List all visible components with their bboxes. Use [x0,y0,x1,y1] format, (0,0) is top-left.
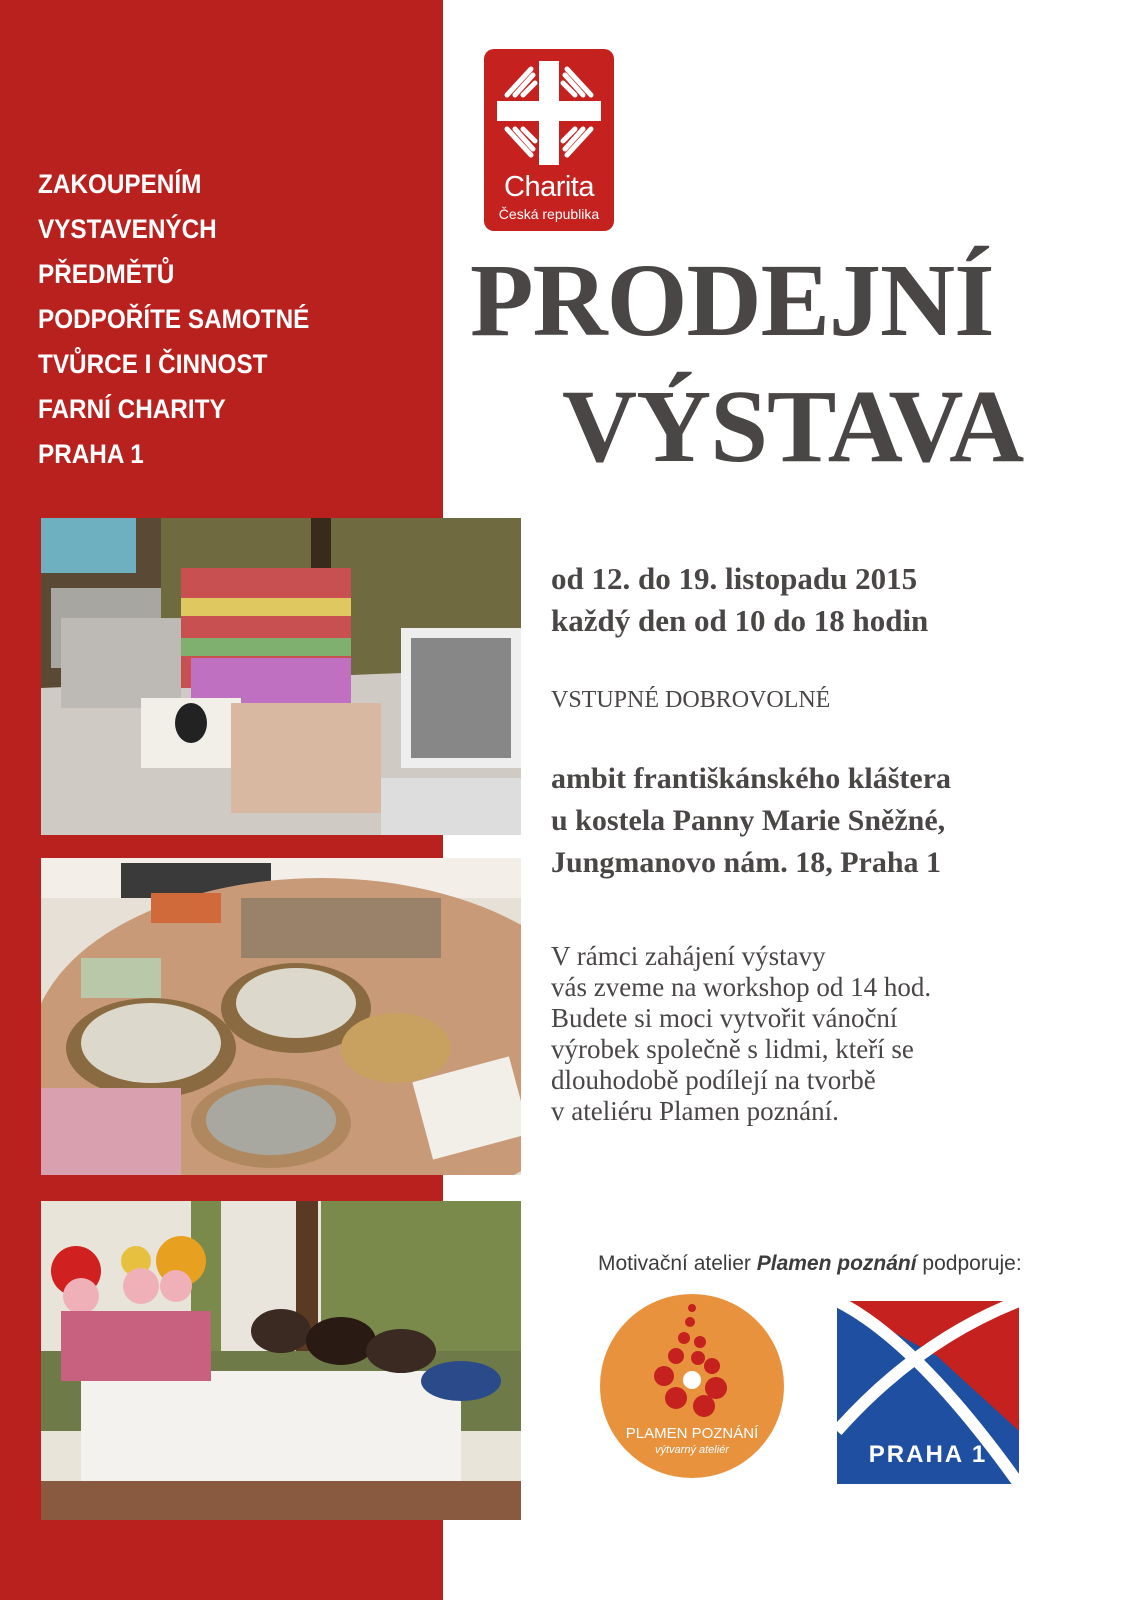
support-message [38,162,380,477]
support-line: TVŮRCE I ČINNOST [38,349,268,379]
info-line: Budete si moci vytvořit vánoční [551,1003,898,1033]
opening-hours: každý den od 10 do 18 hodin [551,603,929,638]
info-line: V rámci zahájení výstavy [551,941,826,971]
info-line: vás zveme na workshop od 14 hod. [551,972,932,1002]
entry-fee: VSTUPNÉ DOBROVOLNÉ [551,687,831,713]
location-line: Jungmanovo nám. 18, Praha 1 [551,846,942,879]
title-line-2: VÝSTAVA [562,369,1024,484]
event-dates [551,558,928,642]
support-line: PRAHA 1 [38,439,144,469]
plamen-poznani-logo [600,1294,784,1478]
date-range: od 12. do 19. listopadu 2015 [551,561,918,596]
praha-label: PRAHA 1 [868,1441,988,1468]
support-line: VYSTAVENÝCH [38,214,217,244]
photo-decorated-boxes [41,518,521,835]
sponsor-caption-name: Plamen poznání [756,1252,917,1275]
support-line: PODPOŘÍTE SAMOTNÉ [38,304,310,334]
location-line: u kostela Panny Marie Sněžné, [551,804,946,837]
location-line: ambit františkánského kláštera [551,762,952,795]
support-line: ZAKOUPENÍM [38,169,202,199]
info-line: dlouhodobě podílejí na tvorbě [551,1065,876,1095]
plamen-name: PLAMEN POZNÁNÍ [625,1425,759,1442]
logo-subtitle: Česká republika [498,206,600,222]
support-line: FARNÍ CHARITY [38,394,226,424]
photo-sale-table [41,858,521,1175]
page-title [470,238,1120,490]
workshop-info [551,941,931,1127]
sponsor-caption-suffix: podporuje: [916,1252,1022,1275]
title-line-1: PRODEJNÍ [470,243,994,358]
charita-logo [484,49,614,231]
praha-1-logo [837,1301,1019,1484]
info-line: výrobek společně s lidmi, kteří se [551,1034,914,1064]
logo-name: Charita [504,171,594,203]
info-line: v ateliéru Plamen poznání. [551,1096,839,1126]
event-location [551,758,951,884]
photo-handmade-dolls [41,1201,521,1520]
support-line: PŘEDMĚTŮ [38,259,175,289]
charita-cross-icon [493,57,605,169]
sponsor-caption-prefix: Motivační atelier [598,1252,757,1275]
sponsor-caption [598,1252,1022,1276]
plamen-subtitle: výtvarný ateliér [655,1444,729,1456]
